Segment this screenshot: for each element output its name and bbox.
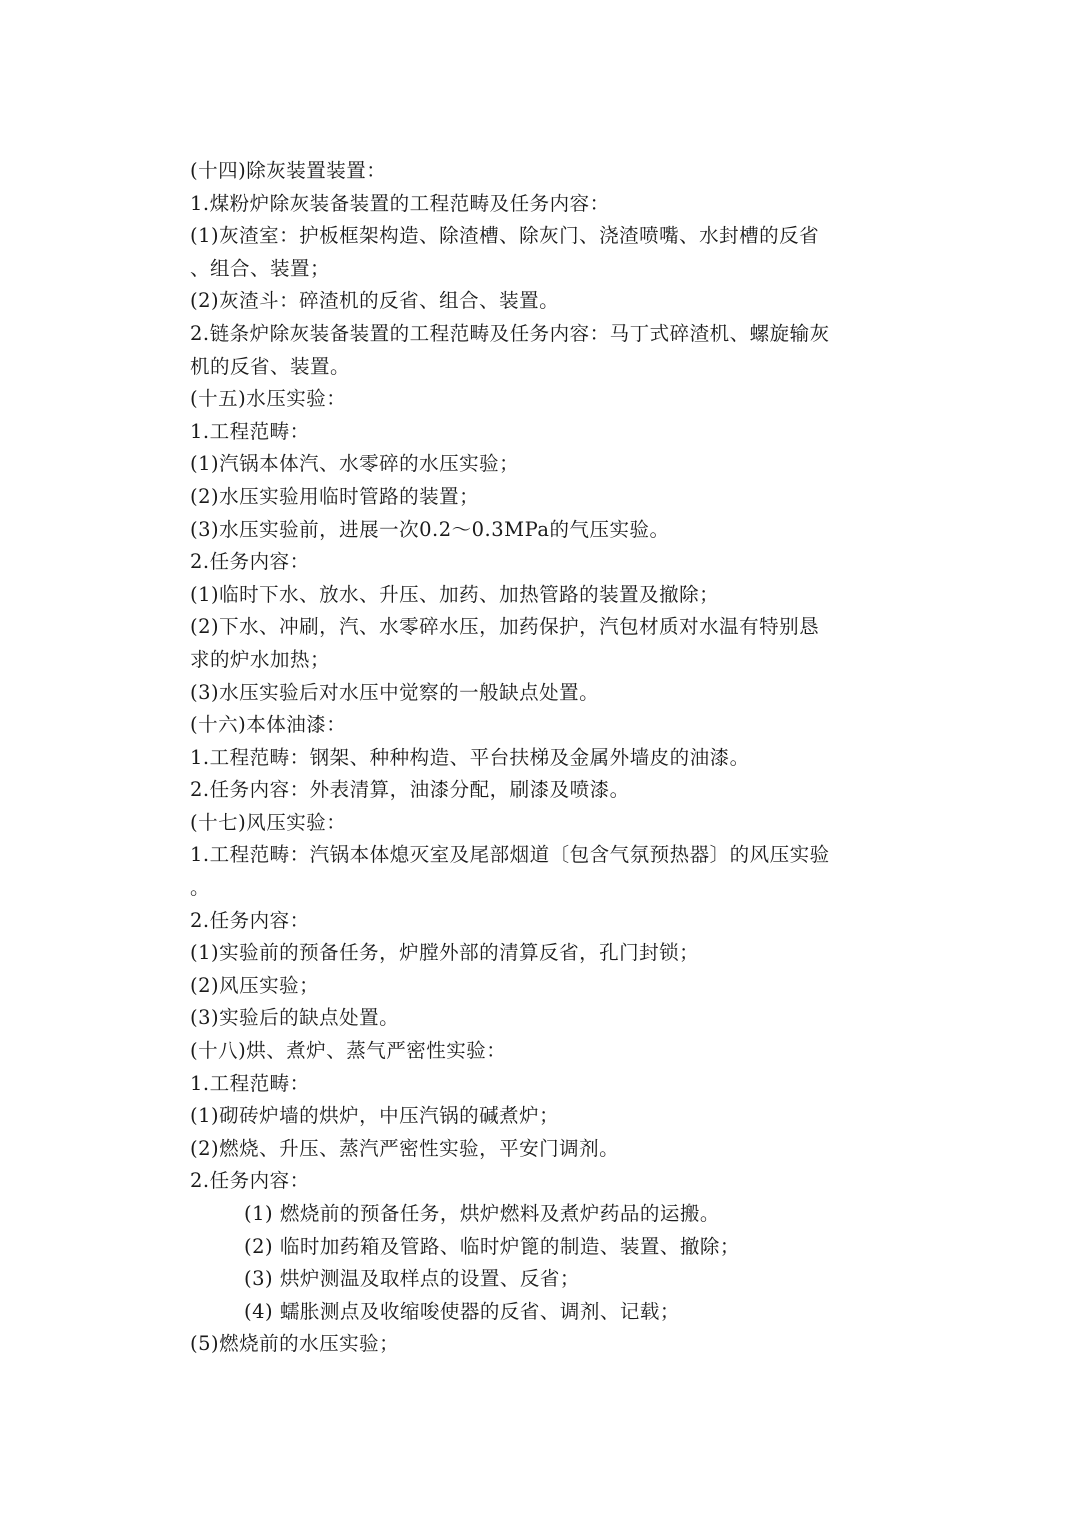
text-line: 2.任务内容： [190,908,310,932]
text-line: 1.工程范畴：钢架、种种构造、平台扶梯及金属外墙皮的油漆。 [190,745,750,769]
text-line: 2.任务内容：外表清算，油漆分配，刷漆及喷漆。 [190,778,630,802]
document-body [190,155,900,1361]
section-heading: (十六)本体油漆： [190,713,347,737]
text-line: 、组合、装置； [190,256,331,280]
text-line: (3)水压实验后对水压中觉察的一般缺点处置。 [190,680,600,704]
text-line: 2.任务内容： [190,1169,310,1193]
text-line: (2)风压实验； [190,973,320,997]
text-line: 1.工程范畴： [190,419,310,443]
text-line: (1)灰渣室：护板框架构造、除渣槽、除灰门、浇渣喷嘴、水封槽的反省 [190,224,820,248]
text-line: (2)灰渣斗：碎渣机的反省、组合、装置。 [190,289,560,313]
text-line: (1)砌砖炉墙的烘炉，中压汽锅的碱煮炉； [190,1104,560,1128]
text-line: 1.工程范畴：汽锅本体熄灭室及尾部烟道〔包含气氛预热器〕的风压实验 [190,843,830,867]
text-line: 求的炉水加热； [190,647,331,671]
section-heading: (十七)风压实验： [190,810,347,834]
text-line: (1)实验前的预备任务，炉膛外部的清算反省，孔门封锁； [190,941,700,965]
section-heading: (十四)除灰装置装置： [190,159,387,182]
text-line: (2)水压实验用临时管路的装置； [190,484,480,508]
text-line: (2)燃烧、升压、蒸汽严密性实验，平安门调剂。 [190,1136,620,1160]
text-line: 。 [190,876,211,900]
text-line: 2.任务内容： [190,550,310,574]
indented-list-item: (4) 蠕胀测点及收缩唆使器的反省、调剂、记载； [244,1299,680,1323]
text-line: 1.煤粉炉除灰装备装置的工程范畴及任务内容： [190,191,610,215]
section-heading: (十五)水压实验： [190,387,347,411]
indented-list-item: (1) 燃烧前的预备任务，烘炉燃料及煮炉药品的运搬。 [244,1202,720,1225]
text-line: (1)临时下水、放水、升压、加药、加热管路的装置及撤除； [190,582,720,606]
text-line: (3)水压实验前，进展一次0.2～0.3MPa的气压实验。 [190,517,670,541]
text-line: 2.链条炉除灰装备装置的工程范畴及任务内容：马丁式碎渣机、螺旋输灰 [190,321,830,345]
text-line: 机的反省、装置。 [190,354,351,378]
indented-list-item: (2) 临时加药箱及管路、临时炉篦的制造、装置、撤除； [244,1234,740,1258]
text-line: (2)下水、冲刷，汽、水零碎水压，加药保护，汽包材质对水温有特别恳 [190,615,820,639]
text-line: 1.工程范畴： [190,1071,310,1095]
indented-list-item: (3) 烘炉测温及取样点的设置、反省； [244,1267,580,1291]
section-heading: (十八)烘、煮炉、蒸气严密性实验： [190,1039,507,1063]
text-line: (1)汽锅本体汽、水零碎的水压实验； [190,452,520,476]
text-line: (3)实验后的缺点处置。 [190,1006,400,1030]
text-line: (5)燃烧前的水压实验； [190,1332,400,1356]
